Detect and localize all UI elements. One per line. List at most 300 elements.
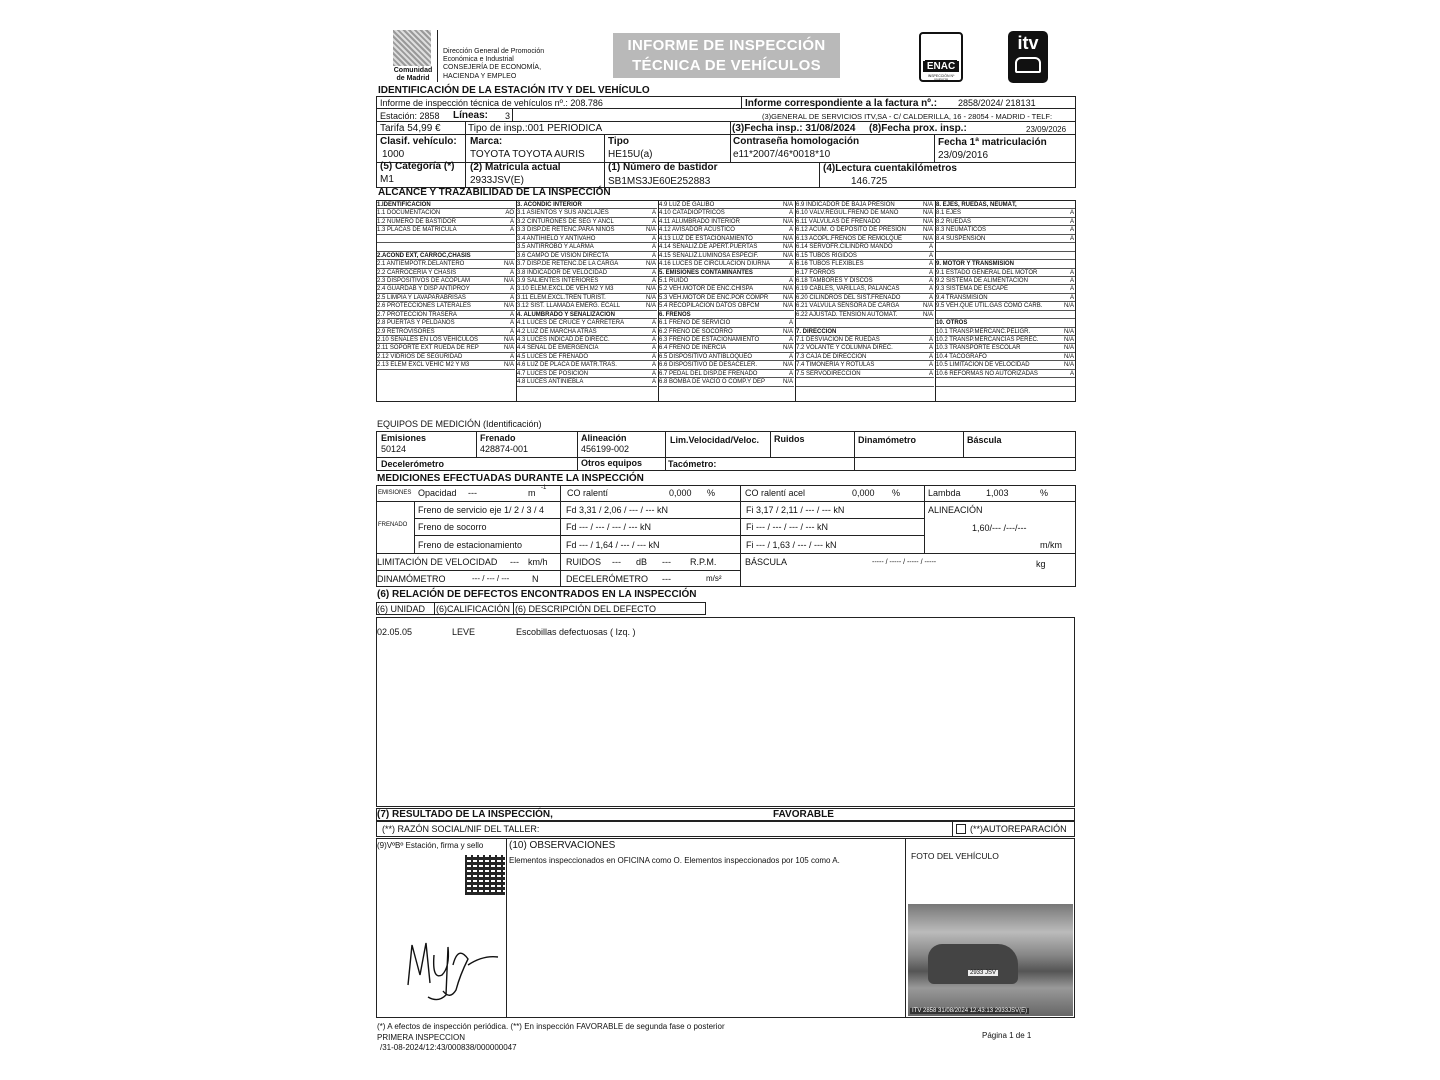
alcance-item <box>517 252 657 260</box>
org-lines: Dirección General de Promoción Económica e Industrial CONSEJERÍA DE ECONOMÍA, HACIENDA Y EMPLEO <box>443 48 545 80</box>
alcance-item <box>796 209 934 217</box>
alcance-item-status: N/A <box>645 261 656 268</box>
alcance-item-label: 4.7 LUCES DE POSICIÓN <box>517 370 589 377</box>
alcance-item <box>517 344 657 352</box>
alcance-item-label: 6.2 FRENO DE SOCORRO <box>659 328 733 335</box>
alcance-item-status: A <box>928 252 933 259</box>
alcance-item-status <box>780 269 794 276</box>
alcance-item-label: 10.2 TRANSP.MERCANCÍAS PEREC. <box>936 337 1039 343</box>
alcance-item-status: A <box>788 277 793 284</box>
alcance-item <box>659 294 794 302</box>
alcance-item-label: 6.18 TAMBORES Y DISCOS <box>796 277 873 284</box>
alcance-item <box>659 285 794 293</box>
alcance-col-1 <box>377 201 515 370</box>
alcance-item-status: A <box>1069 235 1074 242</box>
frenado-tag: FRENADO <box>378 522 408 528</box>
alcance-item-label: 7.4 TIMONERÍA Y RÓTULAS <box>796 362 875 369</box>
alcance-item-label: 3.3 DISP.DE RETENC.PARA NIÑOS <box>517 227 615 234</box>
tarifa: Tarifa 54,99 € <box>380 123 441 134</box>
alcance-item-status: N/A <box>1063 353 1074 360</box>
alcance-item <box>377 311 515 319</box>
alcance-item-status: A <box>509 218 514 225</box>
alcance-item <box>377 235 515 243</box>
alcance-item-label: 2.2 CARROCERÍA Y CHASIS <box>377 269 457 276</box>
eq-bascula-label: Báscula <box>967 435 1002 445</box>
alcance-section-header <box>377 252 515 260</box>
alcance-item-label: 4. ALUMBRADO Y SEÑALIZACIÓN <box>517 311 615 318</box>
alcance-item <box>517 378 657 386</box>
alcance-item-label: 6.19 CABLES, VARILLAS, PALANCAS <box>796 286 900 293</box>
equipos-heading: EQUIPOS DE MEDICIÓN (Identificación) <box>377 419 542 429</box>
alcance-item <box>659 370 794 378</box>
alcance-item <box>517 243 657 251</box>
alcance-item-status: A <box>651 244 656 251</box>
bascula-label: BÁSCULA <box>745 557 788 567</box>
alcance-item-label: 1.2 NÚMERO DE BASTIDOR <box>377 218 457 225</box>
alcance-item <box>517 277 657 285</box>
eq-frenado-value: 428874-001 <box>480 444 529 454</box>
alcance-item-status: N/A <box>782 379 793 386</box>
alcance-item-label: 2.10 SEÑALES EN LOS VEHÍCULOS <box>377 337 479 343</box>
alcance-item-status: N/A <box>782 218 793 225</box>
alcance-item-label: 6.16 TUBOS FLEXIBLES <box>796 261 864 268</box>
alcance-item <box>517 302 657 310</box>
alcance-item-label: 4.6 LUZ DE PLACA DE MATR.TRAS. <box>517 362 617 369</box>
alcance-item-status: N/A <box>1063 303 1074 310</box>
alcance-item-label: 10.5 LIMITACIÓN DE VELOCIDAD <box>936 362 1030 369</box>
alcance-section-header <box>517 201 657 209</box>
alcance-item <box>659 218 794 226</box>
alcance-section-header <box>796 328 934 336</box>
alcance-item-status: A <box>1069 370 1074 377</box>
alcance-col-5 <box>936 201 1075 387</box>
alcance-item-label: 3.11 ELEM.EXCL.TREN TURIST. <box>517 294 606 301</box>
alcance-item-status: A <box>928 277 933 284</box>
alcance-item-label: 4.12 AVISADOR ACÚSTICO <box>659 227 735 234</box>
alcance-item <box>936 285 1075 293</box>
eq-tacometro-label: Tacómetro: <box>668 459 717 469</box>
bascula-value: ----- / ----- / ----- / ----- <box>872 559 937 566</box>
alcance-item <box>517 269 657 277</box>
alcance-item-status: N/A <box>503 345 514 352</box>
alineacion-unit: m/km <box>1040 540 1062 550</box>
alcance-item-status: N/A <box>782 294 793 301</box>
alcance-item-status <box>780 311 794 318</box>
fecha-proxima: 23/09/2026 <box>1026 125 1067 134</box>
alcance-item-label: 8. EJES, RUEDAS, NEUMÁT, <box>936 202 1017 208</box>
alcance-item-status: N/A <box>645 286 656 293</box>
fi-socorro: Fi --- / --- / --- / --- kN <box>746 522 828 532</box>
alcance-item <box>796 311 934 319</box>
opacidad-value: --- <box>468 488 477 498</box>
alcance-item-label: 5.3 VEH.MOTOR DE ENC.POR COMPR <box>659 294 769 301</box>
alcance-item-status: N/A <box>922 202 933 208</box>
alcance-item <box>377 218 515 226</box>
alcance-item-label: 4.14 SEÑALIZ.DE APERT.PUERTAS <box>659 244 758 251</box>
station-company: (3)GENERAL DE SERVICIOS ITV,SA - C/ CALDERILLA, 16 - 28054 - MADRID - TELF: <box>762 112 1053 121</box>
alcance-item-status: A <box>509 353 514 360</box>
alcance-item-label: 3.10 ELEM.EXCL.DE VEH.M2 Y M3 <box>517 286 614 293</box>
alcance-item <box>517 294 657 302</box>
alcance-item-label: 4.16 LUCES DE CIRCULACIÓN DIURNA <box>659 261 771 268</box>
alcance-item-status <box>1061 243 1075 250</box>
alcance-item-status: A <box>788 210 793 217</box>
eq-decelerometro-label: Decelerómetro <box>381 459 445 469</box>
alcance-item-status: N/A <box>645 303 656 310</box>
alcance-item-label: 4.2 LUZ DE MARCHA ATRÁS <box>517 328 597 335</box>
alcance-item-label: 4.15 SEÑALIZ.LUMINOSA ESPECIF. <box>659 252 759 259</box>
decelerometro-value: --- <box>662 574 671 584</box>
alcance-item-label: 7.1 DESVIACIÓN DE RUEDAS <box>796 337 880 343</box>
alcance-item <box>796 336 934 344</box>
alcance-item <box>796 344 934 352</box>
alcance-item-label: 10.1 TRANSP.MERCANC.PELIGR. <box>936 328 1031 335</box>
tipo-label: Tipo <box>608 136 629 147</box>
alcance-item-status: A <box>1069 210 1074 217</box>
alcance-item-label: 6.1 FRENO DE SERVICIO <box>659 320 731 327</box>
lineas-value: 3 <box>505 111 511 121</box>
categoria-value: M1 <box>380 174 394 185</box>
alcance-item-label: 4.10 CATADIÓPTRICOS <box>659 210 725 217</box>
alcance-item-label: 10.3 TRANSPORTE ESCOLAR <box>936 345 1021 352</box>
alcance-item <box>517 209 657 217</box>
alineacion-label: ALINEACIÓN <box>928 505 983 515</box>
opacidad-exp: -1 <box>541 485 547 491</box>
alcance-item <box>936 218 1075 226</box>
alcance-item-status: A <box>928 294 933 301</box>
alcance-item <box>659 336 794 344</box>
limvel-unit: km/h <box>528 557 548 567</box>
fd-socorro: Fd --- / --- / --- / --- kN <box>566 522 651 532</box>
alcance-item-status: N/A <box>503 261 514 268</box>
alcance-item <box>796 252 934 260</box>
lambda-label: Lambda <box>928 488 961 498</box>
alcance-item-label: 6.22 AJUSTAD. TENSIÓN AUTOMÁT. <box>796 311 898 318</box>
alcance-item-status: A <box>651 269 656 276</box>
alcance-item-label: 6.11 VÁLVULAS DE FRENADO <box>796 218 881 225</box>
dinamometro-value: --- / --- / --- <box>472 574 510 583</box>
alcance-item-status <box>501 252 515 259</box>
alcance-item-label: 8.3 NEUMÁTICOS <box>936 227 987 234</box>
eq-alineacion-value: 456199-002 <box>581 444 630 454</box>
alcance-item-label: 8.2 RUEDAS <box>936 218 972 225</box>
alcance-item-label: 9.2 SISTEMA DE ALIMENTACIÓN <box>936 277 1028 284</box>
alcance-item-label: 8.4 SUSPENSIÓN <box>936 235 986 242</box>
alcance-item-label: 7.2 VOLANTE Y COLUMNA DIREC. <box>796 345 893 352</box>
estacion: Estación: 2858 <box>380 111 440 121</box>
alcance-item-status: N/A <box>782 328 793 335</box>
decelerometro-unit: m/s² <box>706 574 722 583</box>
alcance-item-status: N/A <box>782 362 793 369</box>
alcance-item-status: N/A <box>782 235 793 242</box>
eq-limvel-label: Lim.Velocidad/Veloc. <box>670 435 760 445</box>
alcance-item <box>517 260 657 268</box>
alcance-section-header <box>936 260 1075 268</box>
alcance-item-label: 9.3 SISTEMA DE ESCAPE <box>936 286 1009 293</box>
defecto-descripcion: Escobillas defectuosas ( Izq. ) <box>516 627 636 637</box>
alcance-item-status: A <box>509 320 514 327</box>
alcance-item-label: 2.5 LIMPIA Y LAVAPARABRISAS <box>377 294 466 301</box>
fi-servicio: Fi 3,17 / 2,11 / --- / --- kN <box>746 505 845 515</box>
alcance-section-header <box>517 311 657 319</box>
rpm-unit: R.P.M. <box>690 557 717 567</box>
alcance-item-label: 7. DIRECCIÓN <box>796 328 837 335</box>
alcance-item <box>377 269 515 277</box>
alcance-item-status: A <box>651 353 656 360</box>
fd-servicio: Fd 3,31 / 2,06 / --- / --- kN <box>566 505 669 515</box>
alcance-item <box>936 378 1075 386</box>
alcance-item <box>936 277 1075 285</box>
eq-otros-label: Otros equipos <box>581 458 643 468</box>
alcance-item-label: 3.4 ANTIHIELO Y ANTIVAHO <box>517 235 596 242</box>
alcance-item <box>659 252 794 260</box>
alcance-item-label: 8.1 EJES <box>936 210 962 217</box>
ruidos-rpm-value: --- <box>662 557 671 567</box>
observaciones-label: (10) OBSERVACIONES <box>509 840 616 851</box>
alcance-item-status: A <box>928 286 933 293</box>
alcance-item-status: N/A <box>782 202 793 208</box>
alcance-item <box>936 252 1075 260</box>
alcance-item-status: N/A <box>1063 362 1074 369</box>
alcance-item <box>796 235 934 243</box>
alcance-item <box>377 302 515 310</box>
car-silhouette <box>928 944 1018 984</box>
alcance-item <box>517 235 657 243</box>
autoreparacion-checkbox[interactable] <box>956 824 966 834</box>
defectos-body <box>376 617 1075 807</box>
alcance-item <box>796 260 934 268</box>
alcance-item <box>796 370 934 378</box>
alcance-item-label: 2.13 ELEM EXCL VEHÍC M2 Y M3 <box>377 362 470 369</box>
ruidos-unit: dB <box>636 557 648 567</box>
alcance-item-status <box>1061 311 1075 318</box>
alcance-item-label: 2.3 DISPOSITIVOS DE ACOPLAM <box>377 277 471 284</box>
col-descripcion: (6) DESCRIPCIÓN DEL DEFECTO <box>515 604 657 614</box>
alcance-item <box>936 209 1075 217</box>
alcance-heading: ALCANCE Y TRAZABILIDAD DE LA INSPECCIÓN <box>378 187 611 198</box>
alcance-item-status: N/A <box>782 345 793 352</box>
alcance-item <box>659 302 794 310</box>
alcance-item <box>796 378 934 386</box>
alcance-item-status: N/A <box>503 277 514 284</box>
foto-label: FOTO DEL VEHÍCULO <box>911 851 999 861</box>
alcance-item-status <box>920 319 934 326</box>
marca-label: Marca: <box>470 136 503 147</box>
alcance-item <box>517 285 657 293</box>
alcance-item <box>659 344 794 352</box>
alcance-item-label: 6.5 DISPOSITIVO ANTIBLOQUEO <box>659 353 753 360</box>
alcance-item-label: 2.11 SOPORTE EXT RUEDA DE REP <box>377 345 479 352</box>
eq-emisiones-label: Emisiones <box>381 433 427 443</box>
alcance-item <box>377 353 515 361</box>
defectos-heading: (6) RELACIÓN DE DEFECTOS ENCONTRADOS EN LA INSPECCIÓN <box>377 589 697 600</box>
alcance-item <box>796 201 934 209</box>
alcance-item-status: N/A <box>782 303 793 310</box>
alcance-item-status <box>1061 319 1075 326</box>
contrasena-value: e11*2007/46*0018*10 <box>733 149 831 160</box>
alcance-item-status: A <box>928 370 933 377</box>
fecha-matric-value: 23/09/2016 <box>938 150 989 161</box>
emisiones-tag: EMISIONES <box>378 490 412 496</box>
freno-socorro-label: Freno de socorro <box>418 522 487 532</box>
alcance-item-label: 4.9 LUZ DE GÁLIBO <box>659 202 715 208</box>
alcance-item-label: 2.4 GUARDAB Y DISP ANTIPROY <box>377 286 470 293</box>
alcance-item <box>377 344 515 352</box>
alcance-item-status: A <box>509 294 514 301</box>
alcance-item-label: 10.6 REFORMAS NO AUTORIZADAS <box>936 370 1038 377</box>
alcance-item-status: A <box>651 337 656 343</box>
photo-plate: 2933 JSV <box>970 970 997 976</box>
alineacion-value: 1,60/--- /---/--- <box>972 523 1027 533</box>
alcance-section-header <box>377 201 515 209</box>
freno-estac-label: Freno de estacionamiento <box>418 540 523 550</box>
co-acel-unit: % <box>892 488 901 498</box>
alcance-item-status <box>1061 378 1075 385</box>
alcance-item <box>377 294 515 302</box>
limvel-label: LIMITACIÓN DE VELOCIDAD <box>377 557 498 567</box>
alcance-item-label: 10.4 TACÓGRAFO <box>936 353 987 360</box>
alcance-item <box>659 201 794 209</box>
alcance-item <box>936 235 1075 243</box>
alcance-item-status: N/A <box>1063 337 1074 343</box>
informe-number: Informe de inspección técnica de vehículos nº.: 208.786 <box>380 98 603 108</box>
alcance-item-label: 5. EMISIONES CONTAMINANTES <box>659 269 753 276</box>
alcance-item-status <box>643 201 657 208</box>
alcance-section-header <box>936 319 1075 327</box>
station-heading: IDENTIFICACIÓN DE LA ESTACIÓN ITV Y DEL VEHÍCULO <box>378 85 650 96</box>
qr-code <box>465 855 505 895</box>
footer-pagina: Página 1 de 1 <box>982 1031 1032 1040</box>
alcance-item-status: N/A <box>645 227 656 234</box>
alcance-item-status: A <box>1069 286 1074 293</box>
alcance-item-label: 6.15 TUBOS RÍGIDOS <box>796 252 857 259</box>
alcance-item <box>659 226 794 234</box>
co-ralenti-unit: % <box>707 488 716 498</box>
alcance-item-label: 1.1 DOCUMENTACIÓN <box>377 210 441 217</box>
alcance-item-label: 2.7 PROTECCIÓN TRASERA <box>377 311 457 318</box>
alcance-item-status: A <box>651 235 656 242</box>
alcance-item-label: 7.5 SERVODIRECCIÓN <box>796 370 861 377</box>
alcance-item-label: 5.4 RECOPILACIÓN DATOS OBFCM <box>659 303 760 310</box>
resultado-label: (7) RESULTADO DE LA INSPECCIÓN, <box>377 809 553 820</box>
observaciones-text: Elementos inspeccionados en OFICINA como O. Elementos inspeccionados por 105 como A. <box>509 856 840 865</box>
alcance-item-label: 3.12 SIST. LLAMADA EMERG. ECALL <box>517 303 621 310</box>
alcance-item <box>517 218 657 226</box>
alcance-item-status: A <box>928 337 933 343</box>
alcance-item-status <box>920 328 934 335</box>
alcance-item-label: 9.1 ESTADO GENERAL DEL MOTOR <box>936 269 1038 276</box>
alcance-item-status: A <box>651 345 656 352</box>
alcance-item-label: 7.3 CAJA DE DIRECCIÓN <box>796 353 867 360</box>
alcance-item <box>517 353 657 361</box>
car-icon <box>1015 57 1041 73</box>
alcance-item <box>659 243 794 251</box>
alcance-item <box>659 260 794 268</box>
alcance-item-label: 9.5 VEH.QUE UTIL.GAS COMO CARB. <box>936 303 1043 310</box>
alcance-item-label: 4.8 LUCES ANTINIEBLA <box>517 379 584 386</box>
alcance-item <box>377 319 515 327</box>
alcance-item <box>936 361 1075 369</box>
alcance-item-label: 6.4 FRENO DE INERCIA <box>659 345 727 352</box>
alcance-item-status: N/A <box>503 303 514 310</box>
alcance-item <box>936 353 1075 361</box>
clasif-label: Clasif. vehículo: <box>380 136 457 147</box>
alcance-item-status: N/A <box>782 286 793 293</box>
eq-dinamometro-label: Dinamómetro <box>858 435 917 445</box>
opacidad-label: Opacidad <box>418 488 457 498</box>
alcance-item <box>936 294 1075 302</box>
alcance-item <box>796 294 934 302</box>
alcance-item-status: A <box>1069 294 1074 301</box>
alcance-col-4 <box>796 201 934 387</box>
fecha-proxima-label: (8)Fecha prox. insp.: <box>869 123 967 134</box>
autoreparacion-label: (**)AUTOREPARACIÓN <box>970 824 1067 834</box>
alcance-item <box>936 226 1075 234</box>
alcance-item-status: A <box>788 320 793 327</box>
alcance-item-status: N/A <box>503 362 514 369</box>
alcance-item-status: A <box>509 286 514 293</box>
alcance-item-status: A <box>788 353 793 360</box>
factura-value: 2858/2024/ 218131 <box>958 98 1036 108</box>
alcance-item <box>659 209 794 217</box>
alcance-item <box>796 361 934 369</box>
alcance-item <box>377 285 515 293</box>
alcance-item-label: 6.8 BOMBA DE VACÍO O COMP.Y DEP <box>659 379 766 386</box>
alcance-item-status: N/A <box>782 244 793 251</box>
alcance-item <box>659 361 794 369</box>
alcance-item-label: 2.1 ANTIEMPOTR.DELANTERO <box>377 261 465 268</box>
alcance-item-label: 3.7 DISP.DE RETENC.DE LA CARGA <box>517 261 619 268</box>
alcance-item-status: A <box>651 370 656 377</box>
alcance-item-status: N/A <box>645 294 656 301</box>
alcance-item-status: A <box>651 252 656 259</box>
alcance-item <box>659 235 794 243</box>
alcance-item-label: 6.17 FORROS <box>796 269 836 276</box>
alcance-item-status: A <box>1069 269 1074 276</box>
alcance-item-status: A <box>928 244 933 251</box>
alcance-item-label: 3.1 ASIENTOS Y SUS ANCLAJES <box>517 210 609 217</box>
alcance-item-label: 3. ACONDIC INTERIOR <box>517 202 582 208</box>
footer-note: (*) A efectos de inspección periódica. (**) En inspección FAVORABLE de segunda fase o posterior <box>377 1022 725 1031</box>
alcance-item-status <box>1061 252 1075 259</box>
alcance-item-label: 3.8 INDICADOR DE VELOCIDAD <box>517 269 608 276</box>
eq-frenado-label: Frenado <box>480 433 516 443</box>
alcance-item <box>659 277 794 285</box>
defecto-unidad: 02.05.05 <box>377 627 413 637</box>
alcance-item <box>517 226 657 234</box>
alcance-item-label: 1.3 PLACAS DE MATRÍCULA <box>377 227 457 234</box>
itv-logo: itv <box>1008 31 1048 83</box>
co-ralenti-value: 0,000 <box>669 488 692 498</box>
ruidos-label: RUIDOS <box>566 557 602 567</box>
bascula-unit: kg <box>1036 559 1046 569</box>
alcance-item-status: N/A <box>922 210 933 217</box>
alcance-item <box>517 328 657 336</box>
alcance-item <box>659 328 794 336</box>
dinamometro-unit: N <box>532 574 539 584</box>
alcance-item-label: 3.9 SALIENTES INTERIORES <box>517 277 599 284</box>
alcance-item-status: A <box>928 362 933 369</box>
alcance-item-label: 4.13 LUZ DE ESTACIONAMIENTO <box>659 235 753 242</box>
alcance-item <box>377 361 515 369</box>
alcance-col-3 <box>659 201 794 387</box>
co-acel-label: CO ralentí acel <box>745 488 806 498</box>
alcance-item <box>936 328 1075 336</box>
alcance-item-label: 6.21 VÁLVULA SENSORA DE CARGA <box>796 303 900 310</box>
alcance-item-status <box>501 243 515 250</box>
freno-servicio-label: Freno de servicio eje 1/ 2 / 3 / 4 <box>418 505 545 515</box>
alcance-item-label: 3.5 ANTIRROBO Y ALARMA <box>517 244 594 251</box>
